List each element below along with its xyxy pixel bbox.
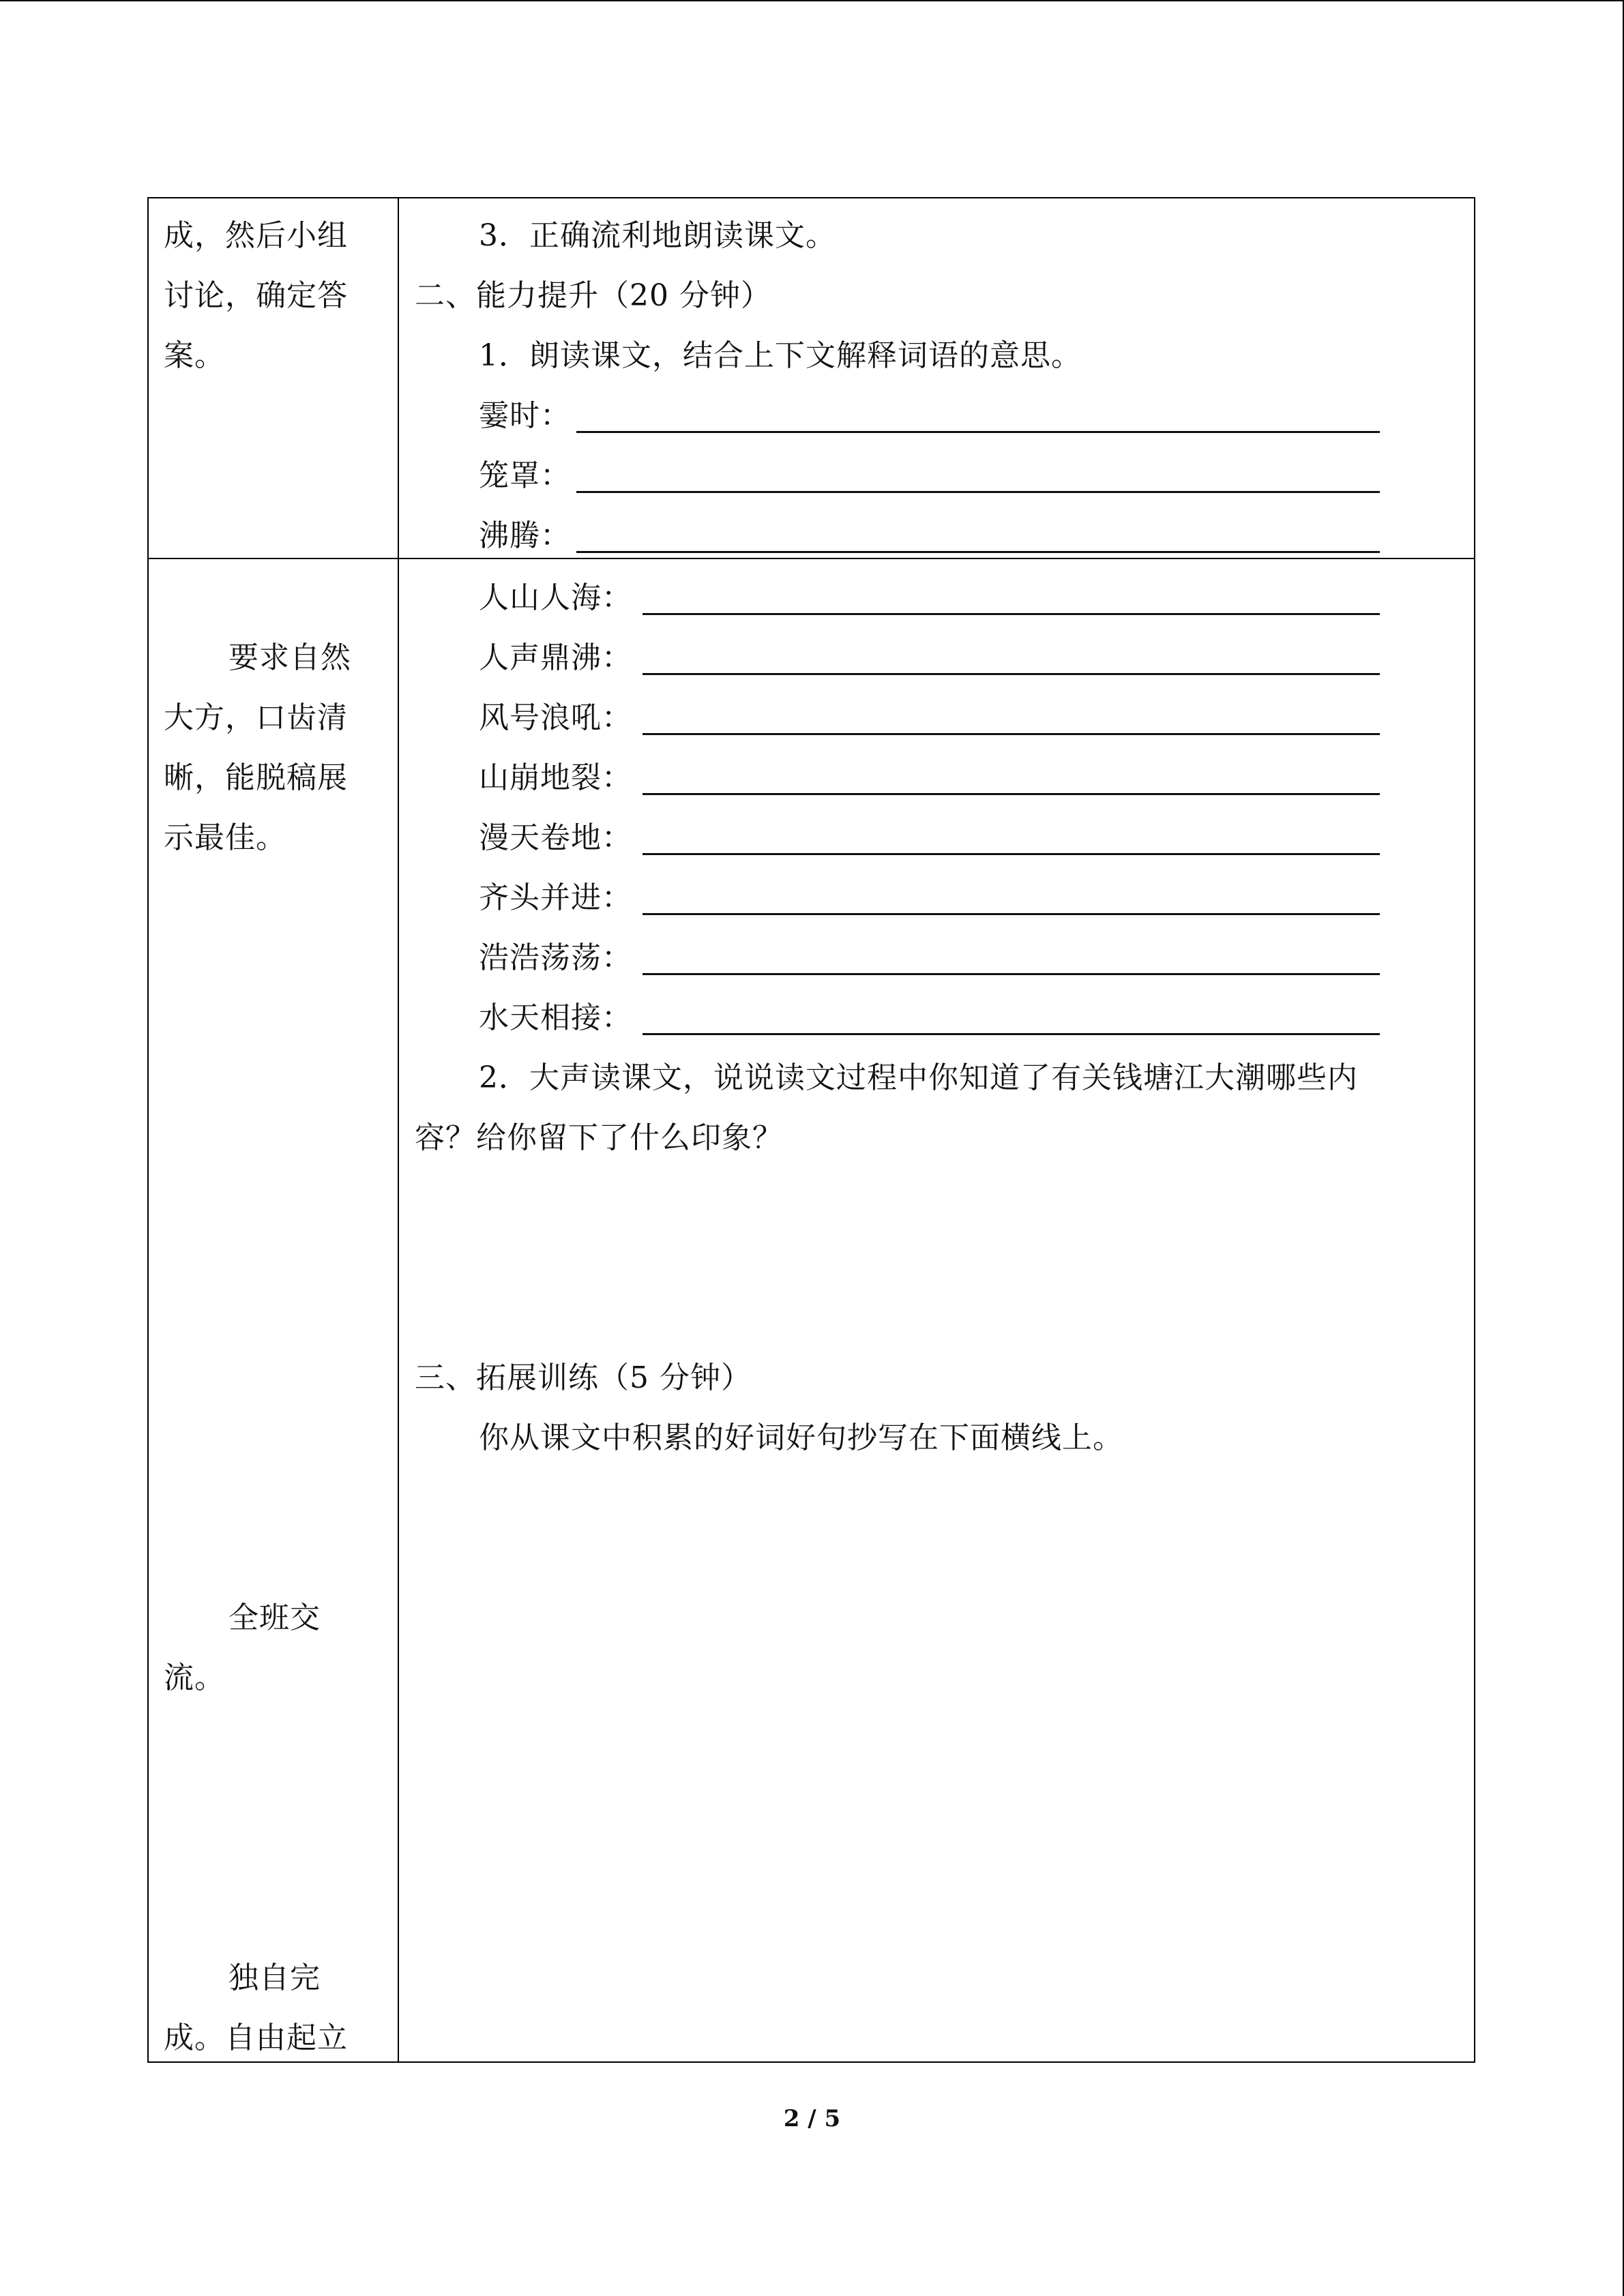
vocab-answer-line[interactable] <box>643 673 1380 675</box>
vocab-answer-line[interactable] <box>643 913 1380 915</box>
vocab-label: 浩浩荡荡： <box>479 940 632 975</box>
vocab-label: 沸腾： <box>479 518 571 553</box>
left-note-line-3: 案。 <box>164 338 225 373</box>
part-3-prompt: 你从课文中积累的好词好句抄写在下面横线上。 <box>479 1420 1123 1455</box>
left-note-line-1: 成，然后小组 <box>164 218 348 253</box>
vocab-answer-line[interactable] <box>643 973 1380 975</box>
left-note-line-2: 讨论，确定答 <box>164 278 348 313</box>
page-top-border <box>0 0 1624 1</box>
left-note-line-9: 流。 <box>164 1660 225 1695</box>
main-item-1-3: 3．正确流利地朗读课文。 <box>479 218 836 253</box>
table-row-divider <box>147 558 1475 559</box>
vocab-answer-line[interactable] <box>576 491 1380 493</box>
vocab-label: 人山人海： <box>479 580 632 615</box>
vocab-answer-line[interactable] <box>643 793 1380 795</box>
vocab-label: 漫天卷地： <box>479 820 632 855</box>
lesson-table <box>147 197 1475 2063</box>
table-column-divider <box>398 197 399 2063</box>
part-3-title: 三、拓展训练（5 分钟） <box>415 1360 752 1395</box>
vocab-label: 山崩地裂： <box>479 760 632 795</box>
part-2-title: 二、能力提升（20 分钟） <box>415 278 771 313</box>
left-note-line-11: 成。自由起立 <box>164 2021 348 2055</box>
vocab-label: 笼罩： <box>479 458 571 493</box>
part-2-item-2-line-2: 容？给你留下了什么印象？ <box>415 1120 783 1155</box>
left-note-line-7: 示最佳。 <box>164 820 286 855</box>
vocab-label: 风号浪吼： <box>479 700 632 735</box>
vocab-answer-line[interactable] <box>576 431 1380 433</box>
vocab-answer-line[interactable] <box>643 733 1380 735</box>
vocab-answer-line[interactable] <box>643 853 1380 855</box>
part-2-item-2-line-1: 2．大声读课文，说说读文过程中你知道了有关钱塘江大潮哪些内 <box>479 1060 1358 1095</box>
page-number: 2 / 5 <box>783 2105 841 2132</box>
vocab-answer-line[interactable] <box>643 1033 1380 1035</box>
left-note-line-8: 全班交 <box>228 1600 321 1635</box>
left-note-line-6: 晰，能脱稿展 <box>164 760 348 795</box>
vocab-answer-line[interactable] <box>576 551 1380 553</box>
left-note-line-10: 独自完 <box>228 1960 321 1995</box>
vocab-answer-line[interactable] <box>643 613 1380 615</box>
part-2-item-1: 1．朗读课文，结合上下文解释词语的意思。 <box>479 338 1082 373</box>
vocab-label: 水天相接： <box>479 1000 632 1035</box>
left-note-line-4: 要求自然 <box>228 640 351 675</box>
vocab-label: 齐头并进： <box>479 880 632 915</box>
left-note-line-5: 大方，口齿清 <box>164 700 348 735</box>
vocab-label: 霎时： <box>479 398 571 433</box>
vocab-label: 人声鼎沸： <box>479 640 632 675</box>
